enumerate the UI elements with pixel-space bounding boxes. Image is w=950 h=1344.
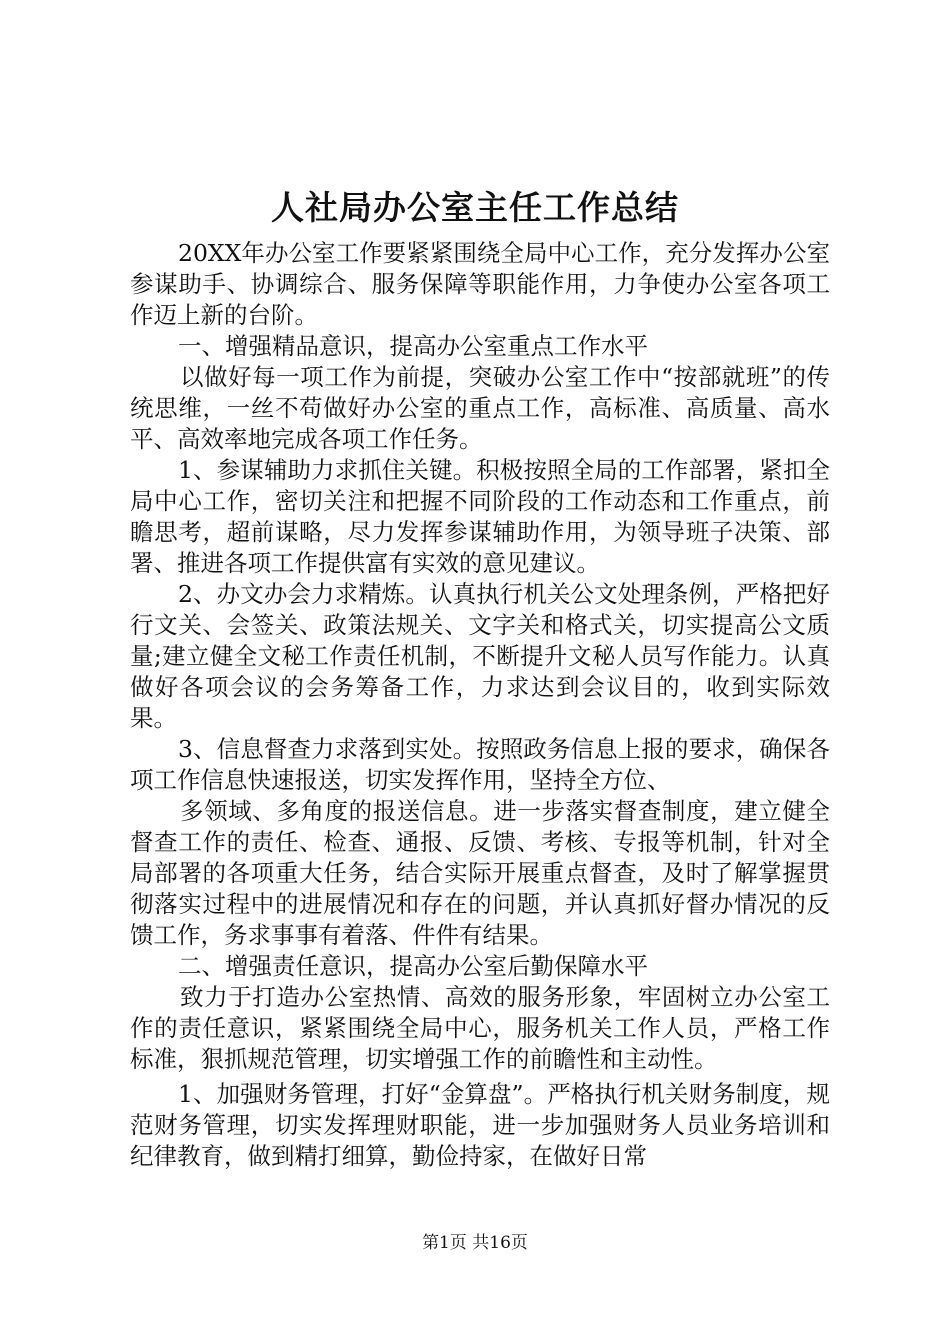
document-title: 人社局办公室主任工作总结 <box>271 188 679 227</box>
paragraph-section-2-item-1: 1、加强财务管理，打好“金算盘”。严格执行机关财务制度，规范财务管理，切实发挥理财职能，进一步加强财务人员业务培训和纪律教育，做到精打细算，勤俭持家，在做好日常 <box>130 1080 830 1170</box>
paragraph-section-2-intro: 致力于打造办公室热情、高效的服务形象，牢固树立办公室工作的责任意识，紧紧围绕全局中心，服务机关工作人员，严格工作标准，狠抓规范管理，切实增强工作的前瞻性和主动性。 <box>130 983 830 1073</box>
paragraph-item-3-continued: 多领域、多角度的报送信息。进一步落实督查制度，建立健全督查工作的责任、检查、通报、反馈、考核、专报等机制，针对全局部署的各项重大任务，结合实际开展重点督查，及时了解掌握贯彻落实过程中的进展情况和存在的问题，并认真抓好督办情况的反馈工作，务求事事有着落、件件有结果。 <box>130 797 830 949</box>
paragraph-intro: 20XX年办公室工作要紧紧围绕全局中心工作，充分发挥办公室参谋助手、协调综合、服务保障等职能作用，力争使办公室各项工作迈上新的台阶。 <box>130 239 830 329</box>
paragraph-section-1-intro: 以做好每一项工作为前提，突破办公室工作中“按部就班”的传统思维，一丝不苟做好办公室的重点工作，高标准、高质量、高水平、高效率地完成各项工作任务。 <box>130 363 830 453</box>
section-heading-1: 一、增强精品意识，提高办公室重点工作水平 <box>178 332 648 360</box>
document-body <box>130 238 830 1172</box>
paragraph-item-3: 3、信息督查力求落到实处。按照政务信息上报的要求，确保各项工作信息快速报送，切实发挥作用，坚持全方位、 <box>130 735 830 794</box>
paragraph-item-1: 1、参谋辅助力求抓住关键。积极按照全局的工作部署，紧扣全局中心工作，密切关注和把握不同阶段的工作动态和工作重点，前瞻思考，超前谋略，尽力发挥参谋辅助作用，为领导班子决策、部署、推进各项工作提供富有实效的意见建议。 <box>130 456 830 577</box>
section-heading-2: 二、增强责任意识，提高办公室后勤保障水平 <box>178 952 648 980</box>
paragraph-item-2: 2、办文办会力求精炼。认真执行机关公文处理条例，严格把好行文关、会签关、政策法规关、文字关和格式关，切实提高公文质量;建立健全文秘工作责任机制，不断提升文秘人员写作能力。认真做好各项会议的会务筹备工作，力求达到会议目的，收到实际效果。 <box>130 580 830 732</box>
page-number-footer: 第1页 共16页 <box>422 1233 528 1253</box>
